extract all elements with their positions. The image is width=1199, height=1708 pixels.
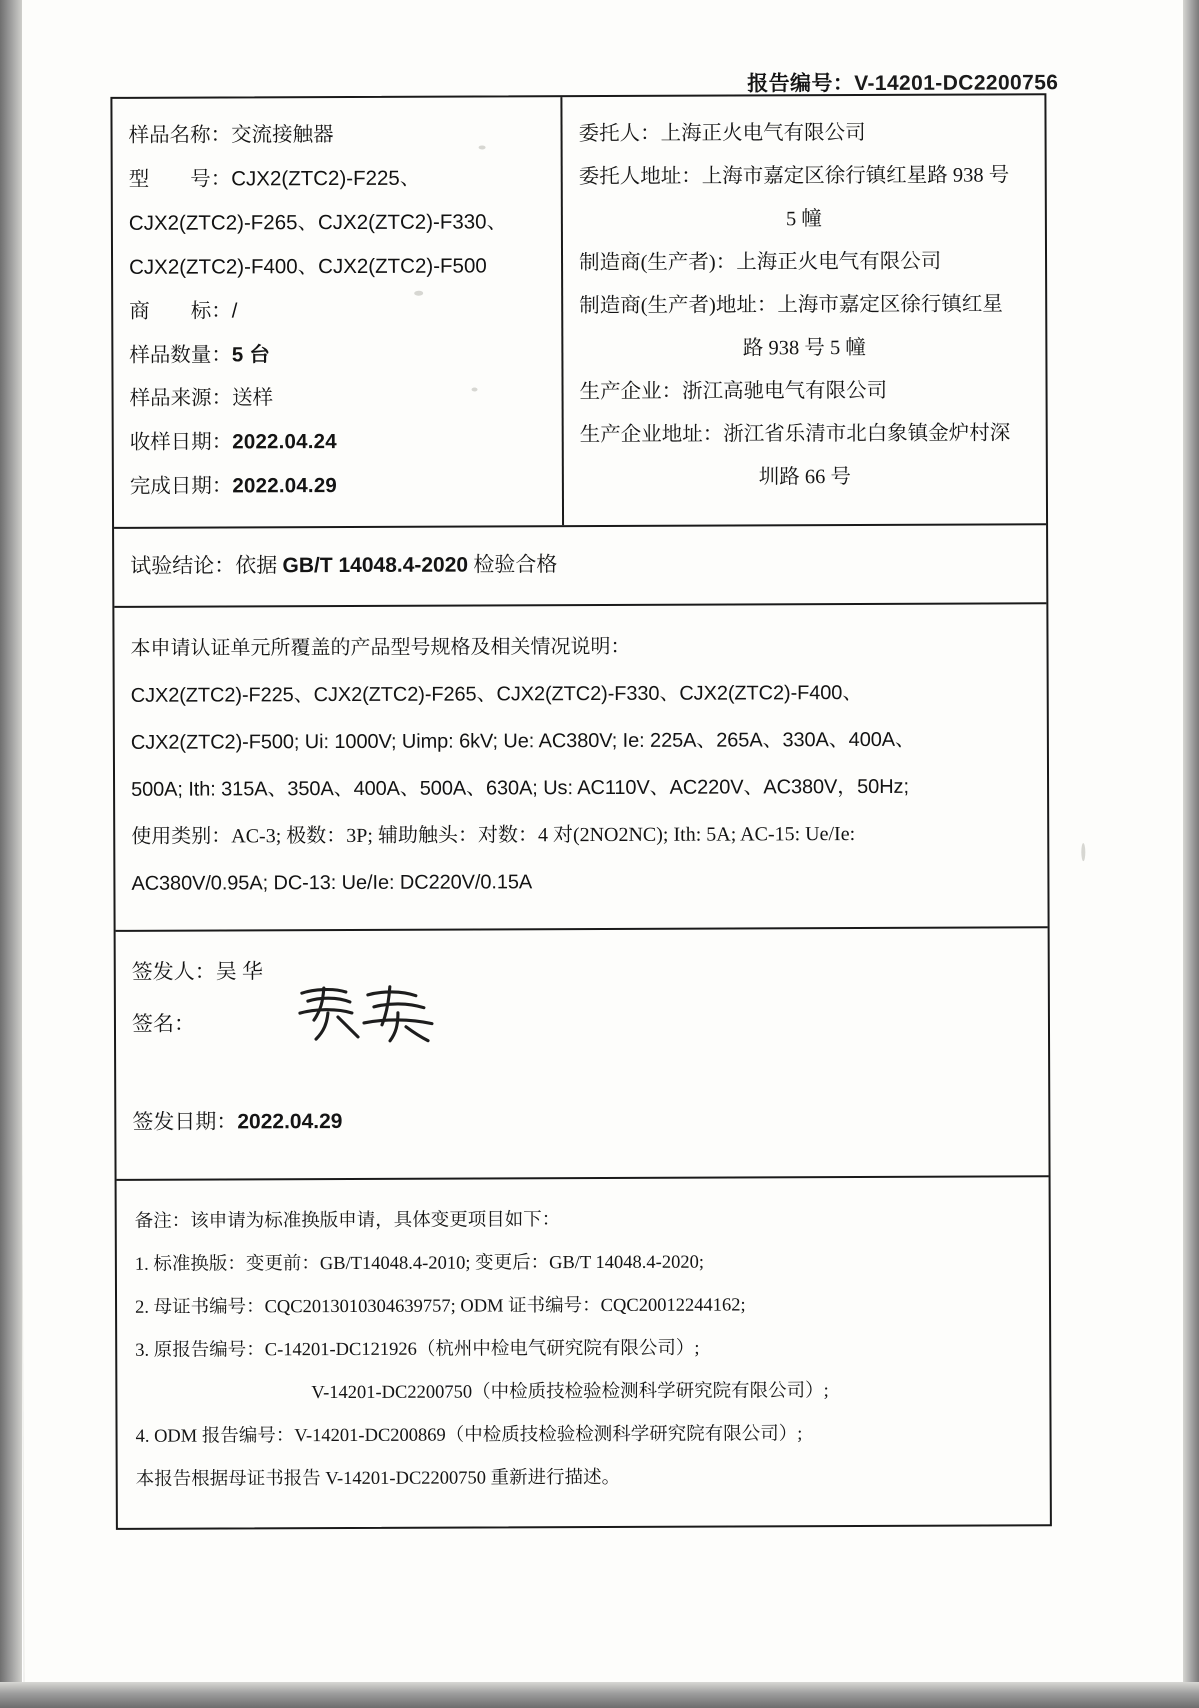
client-address-label: 委托人地址： (578, 165, 702, 189)
table-row-specification (114, 604, 1047, 932)
producer-line (579, 369, 1029, 414)
remark-item: 1. 标准换版：变更前：GB/T14048.4-2010; 变更后：GB/T 14048.4-2020; (134, 1252, 704, 1275)
model-value-3: CJX2(ZTC2)-F400、CJX2(ZTC2)-F500 (129, 254, 487, 279)
signature-line (132, 994, 1032, 1049)
completed-date-value: 2022.04.29 (232, 474, 338, 498)
specification-line-text: 使用类别：AC-3; 极数：3P; 辅助触头：对数：4 对(2NO2NC); Ith: 5A; AC-15: Ue/Ie: (131, 823, 856, 848)
source-label: 样品来源： (129, 387, 233, 410)
manufacturer-line (579, 240, 1029, 285)
specification-line-text: 500A; Ith: 315A、350A、400A、500A、630A; Us: AC110V、AC220V、AC380V，50Hz; (131, 775, 909, 801)
producer-value: 浙江高驰电气有限公司 (682, 379, 888, 403)
trademark-value: / (231, 299, 238, 323)
issue-date-value: 2022.04.29 (237, 1110, 343, 1134)
sample-info-cell (112, 97, 564, 527)
remark-item: V-14201-DC2200750（中检质技检验检测科学研究院有限公司）; (311, 1381, 829, 1404)
specification-line (131, 669, 1033, 719)
table-row-conclusion (114, 525, 1046, 608)
received-date-line (130, 419, 546, 465)
conclusion-standard: GB/T 14048.4-2020 (282, 553, 469, 578)
client-label: 委托人： (578, 122, 661, 146)
specification-line-text: CJX2(ZTC2)-F225、CJX2(ZTC2)-F265、CJX2(ZTC2)-F330、CJX2(ZTC2)-F400、 (130, 682, 863, 707)
model-line-1 (129, 156, 545, 202)
producer-address-value-1: 浙江省乐清市北白象镇金炉村深 (723, 422, 1011, 446)
conclusion-label: 试验结论： (130, 553, 236, 578)
handwritten-signature (294, 983, 444, 1046)
remark-item: 2. 母证书编号：CQC2013010304639757; ODM 证书编号：CQC20012244162; (135, 1295, 746, 1318)
manufacturer-address-value-2: 路 938 号 5 幢 (742, 336, 866, 360)
issuer-line (132, 942, 1032, 997)
received-date-label: 收样日期： (129, 431, 233, 454)
paper-sheet (18, 0, 1193, 1692)
scan-speckle (1081, 843, 1085, 861)
report-number-label: 报告编号： (747, 71, 855, 96)
manufacturer-value: 上海正火电气有限公司 (736, 250, 942, 274)
conclusion-suffix: 检验合格 (468, 552, 558, 577)
specification-line (131, 763, 1033, 813)
manufacturer-address-line-2 (579, 326, 1029, 371)
manufacturer-address-label: 制造商(生产者)地址： (579, 294, 778, 318)
manufacturer-label: 制造商(生产者)： (579, 251, 737, 275)
quantity-line (129, 332, 545, 378)
scan-edge-left (0, 0, 22, 1708)
remark-item: 4. ODM 报告编号：V-14201-DC200869（中检质技检验检测科学研究院有限公司）; (135, 1424, 803, 1447)
issue-date-line (132, 1092, 1032, 1148)
producer-address-line-1 (580, 412, 1030, 457)
sample-name-line (128, 113, 544, 158)
specification-line (131, 857, 1033, 907)
scan-edge-right (1183, 0, 1199, 1708)
conclusion-cell (114, 525, 1046, 606)
specification-line (131, 810, 1033, 860)
producer-address-value-2: 圳路 66 号 (758, 466, 852, 489)
client-info-cell (562, 95, 1046, 525)
report-number-value: V-14201-DC2200756 (854, 71, 1059, 96)
table-row-remarks (117, 1177, 1050, 1528)
scan-edge-bottom (0, 1682, 1199, 1708)
source-line (129, 376, 545, 421)
model-value-2: CJX2(ZTC2)-F265、CJX2(ZTC2)-F330、 (128, 210, 508, 235)
sample-name-value: 交流接触器 (231, 124, 334, 147)
completed-date-label: 完成日期： (129, 475, 233, 498)
remarks-heading: 备注：该申请为标准换版申请，具体变更项目如下： (134, 1210, 561, 1232)
specification-cell (114, 604, 1047, 930)
issuer-label: 签发人： (131, 959, 216, 984)
trademark-line (129, 288, 545, 334)
specification-line-text: CJX2(ZTC2)-F500; Ui: 1000V; Uimp: 6kV; Ue: AC380V; Ie: 225A、265A、330A、400A、 (130, 728, 915, 754)
remark-item: 3. 原报告编号：C-14201-DC121926（杭州中检电气研究院有限公司）; (135, 1338, 700, 1361)
conclusion-text (130, 545, 1030, 583)
client-address-value-2: 5 幢 (785, 208, 822, 231)
specification-line (131, 716, 1033, 766)
producer-address-line-2 (580, 455, 1030, 500)
specification-heading: 本申请认证单元所覆盖的产品型号规格及相关情况说明： (130, 635, 631, 660)
issue-date-label: 签发日期： (132, 1109, 238, 1134)
source-value: 送样 (232, 387, 274, 410)
conclusion-prefix: 依据 (235, 553, 283, 578)
producer-address-label: 生产企业地址： (579, 423, 724, 447)
model-line-3 (129, 244, 545, 290)
trademark-label: 商 标： (129, 300, 232, 323)
producer-label: 生产企业： (579, 380, 683, 404)
manufacturer-address-line-1 (579, 283, 1029, 328)
client-address-value-1: 上海市嘉定区徐行镇红星路 938 号 (701, 164, 1010, 188)
sample-name-label: 样品名称： (128, 124, 232, 147)
client-line (578, 111, 1028, 156)
table-row-signature (116, 928, 1049, 1181)
completed-date-line (130, 463, 546, 509)
quantity-value: 5 台 (231, 343, 271, 367)
model-value-1: CJX2(ZTC2)-F225、 (231, 166, 421, 191)
client-address-line-2 (579, 197, 1029, 242)
model-line-2 (129, 200, 545, 246)
remark-item: 本报告根据母证书报告 V-14201-DC2200750 重新进行描述。 (135, 1467, 621, 1490)
issuer-value: 吴 华 (215, 959, 264, 984)
specification-line-text: AC380V/0.95A; DC-13: Ue/Ie: DC220V/0.15A (131, 871, 533, 895)
signature-cell (116, 928, 1049, 1179)
client-value: 上海正火电气有限公司 (660, 121, 866, 145)
table-row-info (112, 95, 1046, 529)
manufacturer-address-value-1: 上海市嘉定区徐行镇红星 (777, 293, 1003, 317)
report-table (110, 93, 1051, 1530)
received-date-value: 2022.04.24 (232, 430, 337, 454)
signature-label: 签名： (131, 1011, 196, 1036)
quantity-label: 样品数量： (129, 344, 232, 367)
remarks-cell (117, 1177, 1050, 1528)
model-label: 型 号： (128, 168, 232, 191)
client-address-line-1 (579, 154, 1029, 199)
